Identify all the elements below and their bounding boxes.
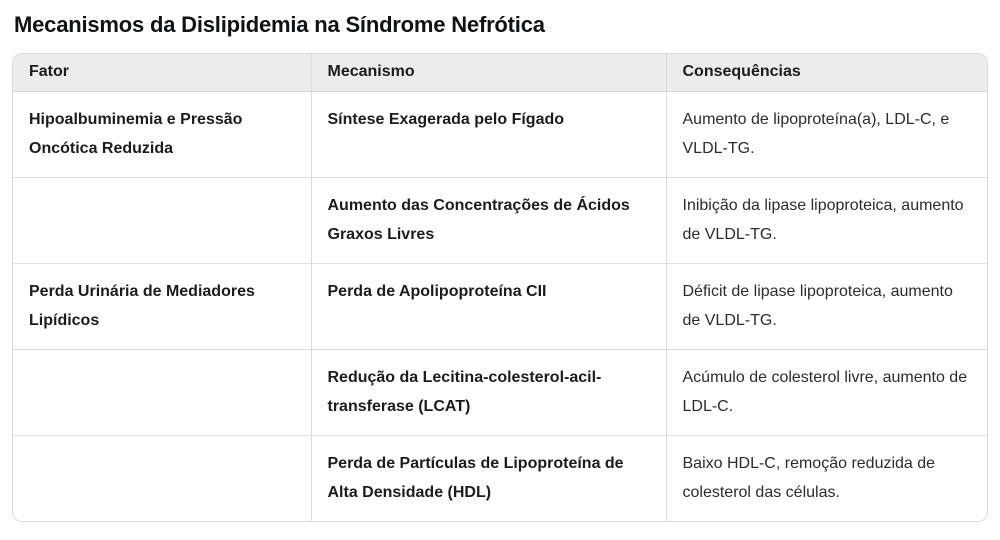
cell-fator: Hipoalbuminemia e Pressão Oncótica Reduzida xyxy=(13,92,311,178)
cell-consequencias: Inibição da lipase lipoproteica, aumento de VLDL-TG. xyxy=(666,178,988,264)
cell-consequencias: Déficit de lipase lipoproteica, aumento de VLDL-TG. xyxy=(666,264,988,350)
dyslipidemia-table-container xyxy=(12,53,988,522)
cell-mecanismo: Aumento das Concentrações de Ácidos Graxos Livres xyxy=(311,178,666,264)
column-header-mecanismo: Mecanismo xyxy=(311,54,666,92)
cell-fator xyxy=(13,436,311,522)
column-header-fator: Fator xyxy=(13,54,311,92)
dyslipidemia-table xyxy=(13,54,988,521)
table-row xyxy=(13,436,988,522)
cell-consequencias: Aumento de lipoproteína(a), LDL-C, e VLDL-TG. xyxy=(666,92,988,178)
cell-fator xyxy=(13,178,311,264)
page-title: Mecanismos da Dislipidemia na Síndrome Nefrótica xyxy=(14,12,545,37)
table-row xyxy=(13,178,988,264)
cell-mecanismo: Perda de Apolipoproteína CII xyxy=(311,264,666,350)
table-row xyxy=(13,92,988,178)
column-header-consequencias: Consequências xyxy=(666,54,988,92)
table-row xyxy=(13,350,988,436)
cell-fator: Perda Urinária de Mediadores Lipídicos xyxy=(13,264,311,350)
table-header-row xyxy=(13,54,988,92)
cell-fator xyxy=(13,350,311,436)
cell-mecanismo: Síntese Exagerada pelo Fígado xyxy=(311,92,666,178)
cell-mecanismo: Perda de Partículas de Lipoproteína de Alta Densidade (HDL) xyxy=(311,436,666,522)
table-row xyxy=(13,264,988,350)
cell-mecanismo: Redução da Lecitina-colesterol-acil-transferase (LCAT) xyxy=(311,350,666,436)
cell-consequencias: Baixo HDL-C, remoção reduzida de colesterol das células. xyxy=(666,436,988,522)
cell-consequencias: Acúmulo de colesterol livre, aumento de LDL-C. xyxy=(666,350,988,436)
